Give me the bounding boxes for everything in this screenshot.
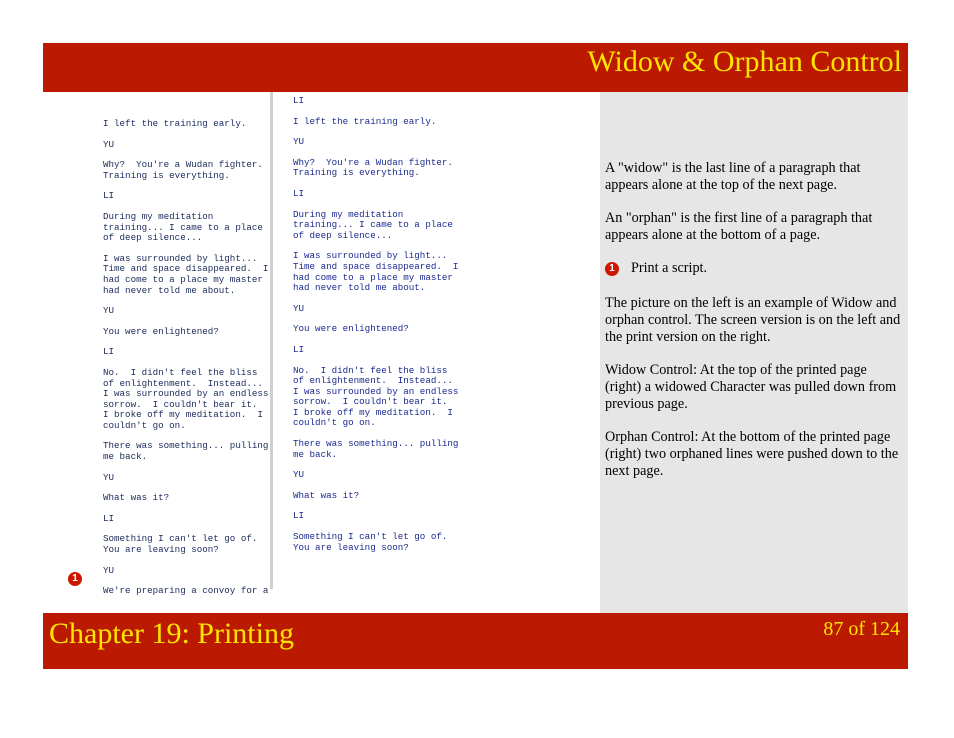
script-line: Why? You're a Wudan fighter. bbox=[103, 159, 263, 171]
script-line: training... I came to a place bbox=[103, 221, 263, 233]
script-line: LI bbox=[293, 187, 305, 199]
step-print-script bbox=[605, 260, 903, 277]
script-line: No. I didn't feel the bliss bbox=[293, 364, 448, 376]
script-line: YU bbox=[103, 564, 115, 576]
script-line: Training is everything. bbox=[103, 169, 230, 181]
script-line: of enlightenment. Instead... bbox=[293, 375, 453, 387]
script-line: I was surrounded by an endless bbox=[103, 388, 269, 400]
script-line: YU bbox=[103, 305, 115, 317]
script-line: I left the training early. bbox=[293, 115, 437, 127]
script-line: sorrow. I couldn't bear it. bbox=[293, 396, 448, 408]
script-line: What was it? bbox=[293, 489, 360, 501]
script-line: couldn't go on. bbox=[293, 417, 376, 429]
script-line: During my meditation bbox=[103, 210, 214, 222]
script-line: had come to a place my master bbox=[103, 273, 263, 285]
script-line: LI bbox=[103, 346, 115, 358]
script-line: YU bbox=[293, 302, 305, 314]
script-line: Time and space disappeared. I bbox=[293, 260, 459, 272]
script-line: I broke off my meditation. I bbox=[103, 409, 263, 421]
script-line: What was it? bbox=[103, 492, 170, 504]
script-line: YU bbox=[293, 469, 305, 481]
script-line: LI bbox=[103, 512, 115, 524]
script-line: I was surrounded by an endless bbox=[293, 385, 459, 397]
script-blank-line bbox=[103, 463, 268, 473]
script-line: During my meditation bbox=[293, 208, 404, 220]
script-blank-line bbox=[293, 179, 458, 189]
script-line: LI bbox=[293, 95, 305, 106]
script-blank-line bbox=[293, 356, 458, 366]
script-blank-line bbox=[103, 181, 268, 191]
script-blank-line bbox=[103, 337, 268, 347]
header-bar bbox=[43, 43, 908, 92]
script-line: I was surrounded by light... bbox=[293, 250, 448, 262]
orphan-definition: An "orphan" is the first line of a paragraph that appears alone at the bottom of a page. bbox=[605, 210, 873, 243]
script-line: We're preparing a convoy for a bbox=[103, 585, 269, 597]
script-line: LI bbox=[293, 510, 305, 522]
script-line: had never told me about. bbox=[293, 282, 426, 294]
script-line: There was something... pulling bbox=[103, 440, 269, 452]
script-line: There was something... pulling bbox=[293, 438, 459, 450]
script-line: Something I can't let go of. bbox=[103, 533, 258, 545]
explanation-panel bbox=[600, 92, 908, 613]
script-line: training... I came to a place bbox=[293, 219, 453, 231]
script-line: of deep silence... bbox=[103, 232, 203, 244]
widow-definition: A "widow" is the last line of a paragraph that appears alone at the top of the next page. bbox=[605, 160, 861, 193]
script-blank-line bbox=[103, 556, 268, 566]
script-line: Why? You're a Wudan fighter. bbox=[293, 156, 453, 168]
script-line: Something I can't let go of. bbox=[293, 531, 448, 543]
script-line: I broke off my meditation. I bbox=[293, 406, 453, 418]
script-line: You are leaving soon? bbox=[293, 541, 409, 553]
step-text: Print a script. bbox=[631, 260, 708, 276]
script-line: had come to a place my master bbox=[293, 271, 453, 283]
script-line: No. I didn't feel the bliss bbox=[103, 366, 258, 378]
widow-control-description: Widow Control: At the top of the printed page (right) a widowed Character was pulled down from previous page. bbox=[605, 362, 897, 412]
script-line: Time and space disappeared. I bbox=[103, 263, 269, 275]
script-line: LI bbox=[293, 343, 305, 355]
example-description: The picture on the left is an example of Widow and orphan control. The screen version is on the left and the print version on the right. bbox=[605, 295, 901, 345]
script-blank-line bbox=[103, 504, 268, 514]
script-line: YU bbox=[103, 471, 115, 483]
footer-bar bbox=[43, 613, 908, 669]
script-line: You were enlightened? bbox=[103, 325, 219, 337]
script-line: YU bbox=[103, 138, 115, 150]
script-line: I left the training early. bbox=[103, 118, 247, 129]
print-version-column bbox=[293, 96, 458, 553]
script-blank-line bbox=[103, 130, 268, 140]
script-blank-line bbox=[293, 335, 458, 345]
script-line: of enlightenment. Instead... bbox=[103, 377, 263, 389]
page-counter: 87 of 124 bbox=[823, 618, 900, 640]
script-line: I was surrounded by light... bbox=[103, 252, 258, 264]
script-comparison-image bbox=[43, 92, 600, 613]
step-number-badge: 1 bbox=[605, 262, 619, 276]
page-divider bbox=[270, 92, 273, 589]
slide-title: Widow & Orphan Control bbox=[587, 45, 902, 78]
script-line: LI bbox=[103, 190, 115, 202]
script-line: You are leaving soon? bbox=[103, 544, 219, 556]
script-line: me back. bbox=[103, 451, 148, 463]
script-line: YU bbox=[293, 136, 305, 148]
script-blank-line bbox=[293, 294, 458, 304]
chapter-title: Chapter 19: Printing bbox=[49, 617, 294, 650]
script-line: of deep silence... bbox=[293, 229, 393, 241]
script-line: Training is everything. bbox=[293, 167, 420, 179]
script-blank-line bbox=[293, 501, 458, 511]
orphan-control-description: Orphan Control: At the bottom of the printed page (right) two orphaned lines were pushed down to the next page. bbox=[605, 429, 899, 479]
screen-version-column bbox=[103, 119, 268, 597]
script-line: me back. bbox=[293, 448, 338, 460]
slide bbox=[43, 43, 908, 669]
script-line: couldn't go on. bbox=[103, 419, 186, 431]
script-blank-line bbox=[293, 127, 458, 137]
script-line: had never told me about. bbox=[103, 284, 236, 296]
script-line: You were enlightened? bbox=[293, 323, 409, 335]
explanation-text bbox=[605, 160, 903, 496]
step-marker-badge: 1 bbox=[68, 572, 82, 586]
script-blank-line bbox=[103, 296, 268, 306]
script-blank-line bbox=[293, 460, 458, 470]
script-line: sorrow. I couldn't bear it. bbox=[103, 398, 258, 410]
